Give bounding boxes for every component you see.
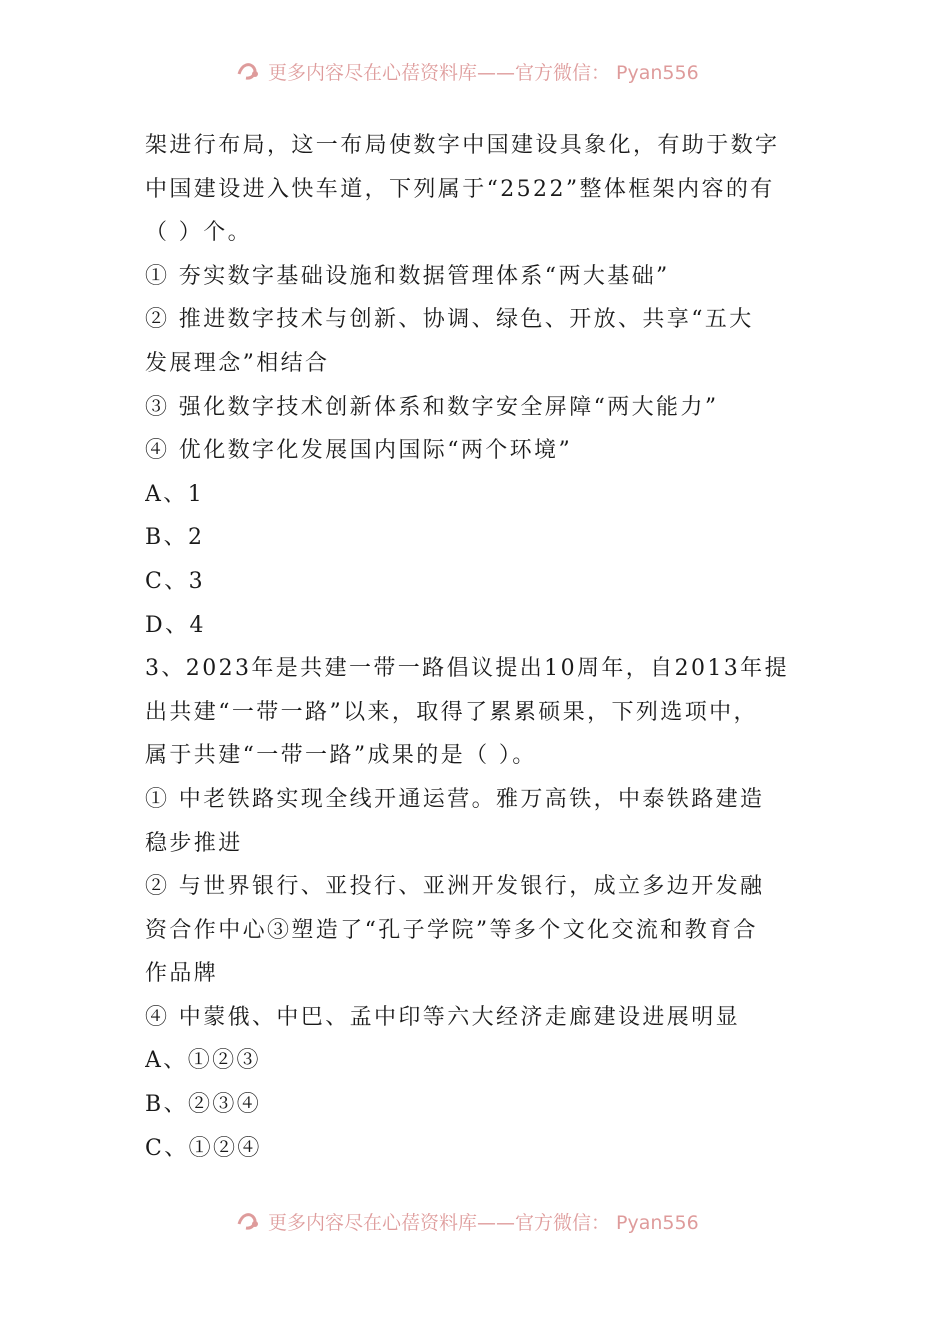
option-a: A、1: [145, 481, 205, 507]
watermark-logo-icon: [236, 1210, 262, 1232]
text-line: 作品牌: [145, 961, 219, 987]
header-watermark: [236, 58, 756, 84]
option-c: C、①②④: [145, 1135, 262, 1161]
question-3-text: 3、2023年是共建一带一路倡议提出10周年，自2013年提: [145, 656, 789, 682]
text-line: 属于共建“一带一路”成果的是（ ）。: [145, 743, 537, 769]
statement-1: ① 夯实数字基础设施和数据管理体系“两大基础”: [145, 263, 670, 289]
statement-1: ① 中老铁路实现全线开通运营。雅万高铁，中泰铁路建造: [145, 786, 765, 812]
watermark-text: 更多内容尽在心蓓资料库——官方微信： Pyan556: [268, 1211, 699, 1234]
statement-4: ④ 中蒙俄、中巴、孟中印等六大经济走廊建设进展明显: [145, 1004, 740, 1030]
option-a: A、①②③: [145, 1048, 261, 1074]
watermark-logo-icon: [236, 60, 262, 82]
watermark-text: 更多内容尽在心蓓资料库——官方微信： Pyan556: [268, 61, 699, 84]
text-line: 资合作中心③塑造了“孔子学院”等多个文化交流和教育合: [145, 917, 758, 943]
option-b: B、2: [145, 525, 205, 551]
statement-4: ④ 优化数字化发展国内国际“两个环境”: [145, 438, 573, 464]
option-b: B、②③④: [145, 1092, 262, 1118]
text-line: 发展理念”相结合: [145, 350, 330, 376]
text-line: 稳步推进: [145, 830, 243, 856]
option-c: C、3: [145, 568, 206, 594]
document-body: [145, 124, 810, 1170]
text-line: 中国建设进入快车道，下列属于“2522”整体框架内容的有: [145, 176, 775, 202]
text-line: （ ）个。: [145, 220, 252, 246]
footer-watermark: [236, 1208, 756, 1234]
statement-2: ② 与世界银行、亚投行、亚洲开发银行，成立多边开发融: [145, 874, 765, 900]
option-d: D、4: [145, 612, 206, 638]
statement-3: ③ 强化数字技术创新体系和数字安全屏障“两大能力”: [145, 394, 719, 420]
statement-2: ② 推进数字技术与创新、协调、绿色、开放、共享“五大: [145, 307, 754, 333]
text-line: 架进行布局，这一布局使数字中国建设具象化，有助于数字: [145, 133, 780, 158]
text-line: 出共建“一带一路”以来，取得了累累硕果，下列选项中，: [145, 699, 758, 725]
